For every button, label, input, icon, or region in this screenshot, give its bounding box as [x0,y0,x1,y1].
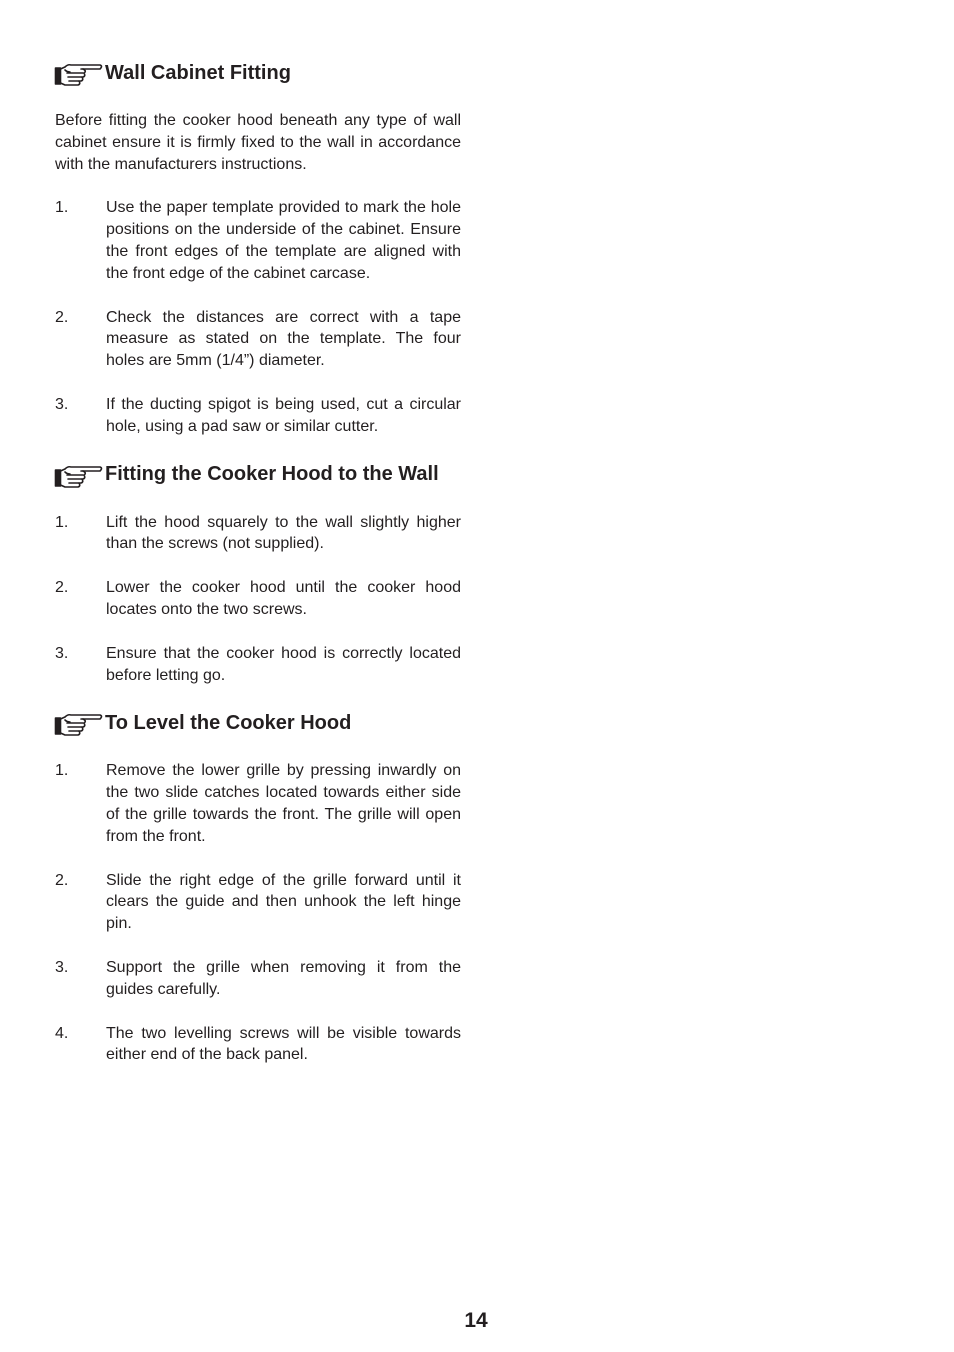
step-number: 3. [55,644,69,662]
section-title: Wall Cabinet Fitting [105,61,291,84]
step-number: 1. [55,513,69,531]
step-text: If the ducting spigot is being used, cut a circular hole, using a pad saw or similar cutter. [106,395,461,435]
list-item [55,577,461,621]
section-heading [55,58,461,88]
step-text: Check the distances are correct with a tape measure as stated on the template. The four holes are 5mm (1/4”) diameter. [106,308,461,370]
step-text: Slide the right edge of the grille forward until it clears the guide and then unhook the left hinge pin. [106,871,461,933]
section-heading [55,708,461,738]
step-number: 3. [55,395,69,413]
page-number: 14 [464,1309,488,1332]
list-item [55,197,461,284]
step-number: 1. [55,762,69,780]
step-number: 4. [55,1024,69,1042]
list-item [55,760,461,847]
list-item [55,643,461,687]
step-text: Support the grille when removing it from the guides carefully. [106,958,461,998]
step-number: 2. [55,308,69,326]
document-column [55,58,461,1088]
intro-paragraph: Before fitting the cooker hood beneath any type of wall cabinet ensure it is firmly fixed to the wall in accordance with the manufacturers instructions. [55,112,461,173]
step-text: Lift the hood squarely to the wall slightly higher than the screws (not supplied). [106,513,461,553]
list-item [55,870,461,935]
section-heading [55,460,461,490]
step-text: Ensure that the cooker hood is correctly located before letting go. [106,644,461,684]
pointing-hand-icon [54,711,104,737]
step-text: Use the paper template provided to mark the hole positions on the underside of the cabinet. Ensure the front edges of the template are aligned with the front edge of the cabinet carcase. [106,199,461,282]
list-item [55,307,461,372]
section-title: To Level the Cooker Hood [105,711,352,734]
step-text: Remove the lower grille by pressing inwardly on the two slide catches located towards either side of the grille towards the front. The grille will open from the front. [106,762,461,845]
step-number: 2. [55,871,69,889]
step-text: Lower the cooker hood until the cooker hood locates onto the two screws. [106,579,461,618]
list-item [55,512,461,556]
section-title: Fitting the Cooker Hood to the Wall [105,463,439,486]
step-number: 3. [55,958,69,976]
section-fitting-hood-to-wall [55,460,461,687]
section-level-cooker-hood [55,708,461,1066]
step-number: 2. [55,579,69,597]
pointing-hand-icon [54,463,104,489]
section-wall-cabinet-fitting [55,58,461,438]
pointing-hand-icon [54,61,104,87]
step-text: The two levelling screws will be visible towards either end of the back panel. [106,1024,461,1064]
list-item [55,1023,461,1067]
list-item [55,394,461,438]
step-number: 1. [55,199,69,217]
list-item [55,957,461,1001]
